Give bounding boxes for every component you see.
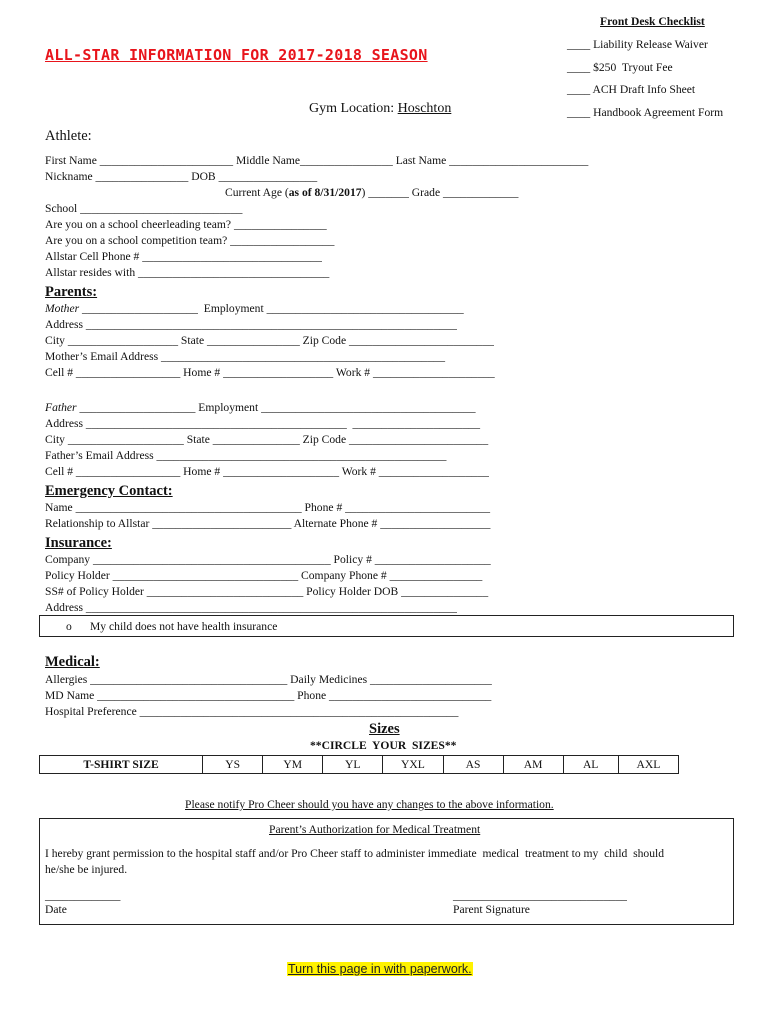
checkbox-bullet[interactable]: o [66,620,72,633]
signature-line[interactable]: ______________________________ [453,889,627,902]
parents-heading: Parents: [45,284,98,300]
athlete-cheer-team-line[interactable]: Are you on a school cheerleading team? ________________ [45,218,327,231]
no-insurance-box[interactable] [39,615,734,637]
page-title: ALL-STAR INFORMATION FOR 2017-2018 SEASON [45,46,428,64]
size-option[interactable]: YL [323,756,383,774]
size-option[interactable]: AM [503,756,563,774]
tshirt-size-label: T-SHIRT SIZE [40,756,203,774]
medical-heading: Medical: [45,654,100,670]
insurance-company-line[interactable]: Company _________________________________________ Policy # ____________________ [45,553,491,566]
mother-city-line[interactable]: City ___________________ State ________________ Zip Code _________________________ [45,334,494,347]
mother-phone-line[interactable]: Cell # __________________ Home # ___________________ Work # _____________________ [45,366,495,379]
athlete-resides-line[interactable]: Allstar resides with _________________________________ [45,266,330,279]
father-label: Father [45,401,77,414]
turn-in-text: Turn this page in with paperwork. [288,962,472,976]
size-option[interactable]: AS [443,756,503,774]
age-date: as of 8/31/2017 [288,186,362,199]
notify-text: Please notify Pro Cheer should you have any changes to the above information. [185,798,554,811]
father-address-line[interactable]: Address _____________________________________________ ______________________ [45,417,481,430]
size-option[interactable]: YM [263,756,323,774]
authorization-text-2: he/she be injured. [45,863,128,876]
tshirt-size-table [39,755,679,774]
athlete-age-line[interactable] [225,186,518,200]
size-option[interactable]: YS [203,756,263,774]
sizes-heading: Sizes [369,721,400,737]
size-option[interactable]: AXL [618,756,678,774]
mother-employment: ____________________ Employment __________________________________ [79,302,464,315]
authorization-box [39,818,734,925]
checklist-item: ____ Handbook Agreement Form [567,106,724,119]
emergency-heading: Emergency Contact: [45,483,173,499]
athlete-name-line[interactable]: First Name _______________________ Middle Name________________ Last Name ________________________ [45,154,589,167]
mother-label: Mother [45,302,80,315]
authorization-title: Parent’s Authorization for Medical Treatment [269,823,481,836]
emergency-name-line[interactable]: Name _______________________________________ Phone # _________________________ [45,501,491,514]
mother-email-line[interactable]: Mother’s Email Address _________________________________________________ [45,350,446,363]
medical-md-line[interactable]: MD Name __________________________________ Phone ____________________________ [45,689,492,702]
father-employment: ____________________ Employment _____________________________________ [76,401,476,414]
size-option[interactable]: YXL [383,756,443,774]
gym-location-value: Hoschton [397,101,452,116]
insurance-heading: Insurance: [45,535,112,551]
father-phone-line[interactable]: Cell # __________________ Home # ____________________ Work # ___________________ [45,465,489,478]
medical-hospital-line[interactable]: Hospital Preference _______________________________________________________ [45,705,459,718]
insurance-address-line[interactable]: Address ________________________________________________________________ [45,601,457,614]
checklist-item: ____ ACH Draft Info Sheet [567,83,696,96]
mother-line[interactable] [45,302,464,316]
turn-in-note [287,961,473,977]
checklist-item: ____ Liability Release Waiver [567,38,708,51]
insurance-holder-line[interactable]: Policy Holder ________________________________ Company Phone # ________________ [45,569,483,582]
medical-allergies-line[interactable]: Allergies __________________________________ Daily Medicines _____________________ [45,673,492,686]
age-prefix: Current Age ( [225,186,289,199]
father-email-line[interactable]: Father’s Email Address __________________________________________________ [45,449,447,462]
emergency-relationship-line[interactable]: Relationship to Allstar ________________________ Alternate Phone # ___________________ [45,517,491,530]
athlete-heading: Athlete: [45,128,92,144]
athlete-nickname-line[interactable]: Nickname ________________ DOB _________________ [45,170,318,183]
father-line[interactable] [45,401,476,415]
signature-label: Parent Signature [453,903,530,916]
athlete-competition-team-line[interactable]: Are you on a school competition team? __________________ [45,234,335,247]
circle-sizes-note: **CIRCLE YOUR SIZES** [310,739,457,752]
father-city-line[interactable]: City ____________________ State _______________ Zip Code ________________________ [45,433,489,446]
gym-location [309,101,451,117]
athlete-cell-line[interactable]: Allstar Cell Phone # _______________________________ [45,250,322,263]
checklist-title: Front Desk Checklist [600,15,705,28]
mother-address-line[interactable]: Address ________________________________________________________________ [45,318,457,331]
checklist-item: ____ $250 Tryout Fee [567,61,673,74]
insurance-ss-line[interactable]: SS# of Policy Holder ___________________________ Policy Holder DOB _______________ [45,585,489,598]
authorization-text: I hereby grant permission to the hospital staff and/or Pro Cheer staff to administer immediate medical treatment to my child should [45,847,665,860]
age-suffix: ) _______ Grade _____________ [361,186,519,199]
size-option[interactable]: AL [563,756,618,774]
athlete-school-line[interactable]: School ____________________________ [45,202,243,215]
date-label: Date [45,903,67,916]
gym-location-label: Gym Location: [309,101,395,116]
date-line[interactable]: _____________ [45,889,121,902]
no-insurance-label: My child does not have health insurance [90,620,278,633]
